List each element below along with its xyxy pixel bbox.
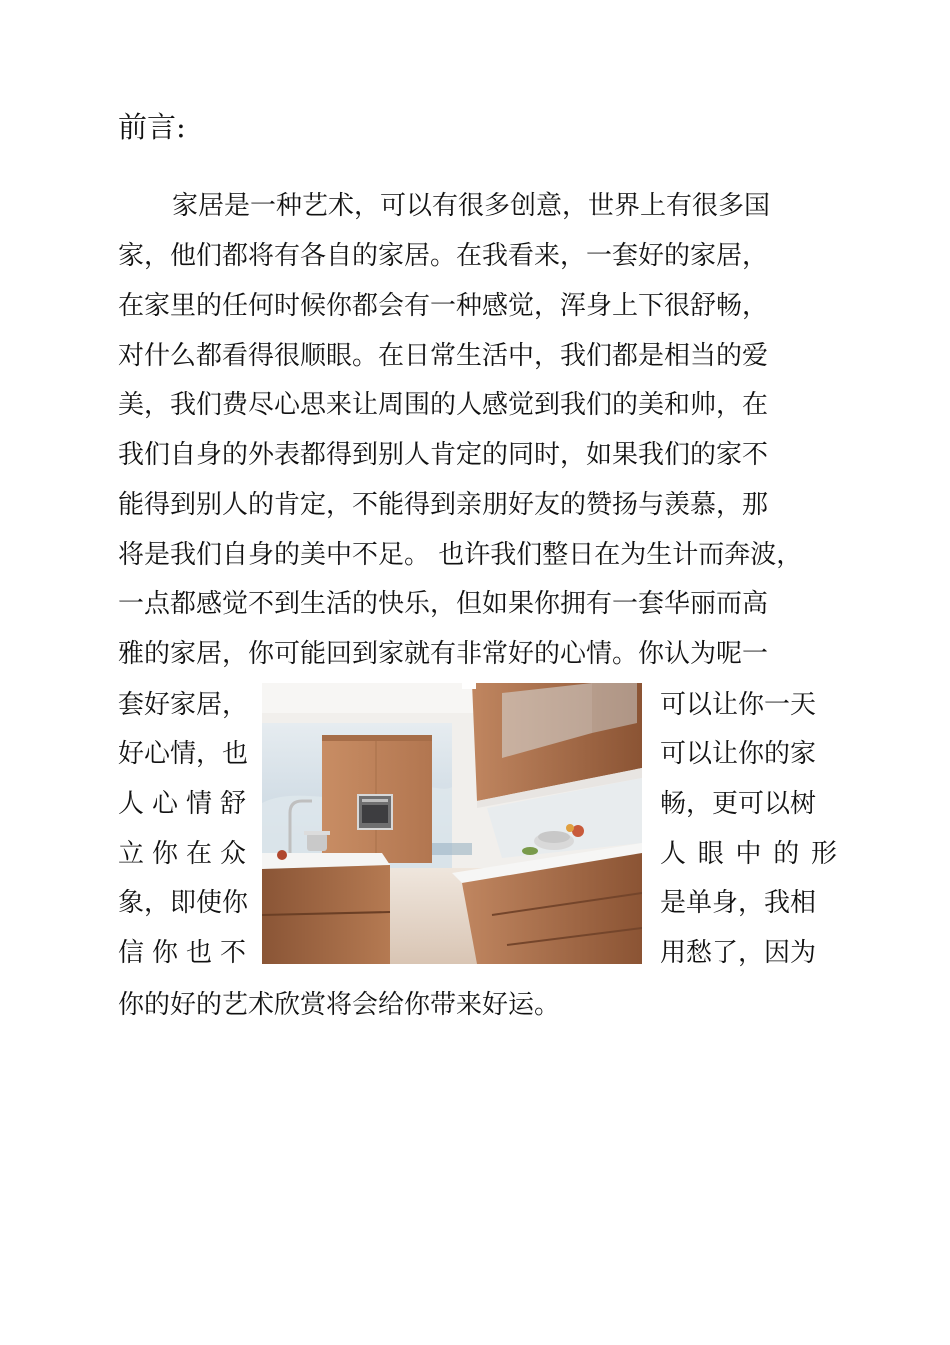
paragraph-line: 能得到别人的肯定，不能得到亲朋好友的赞扬与羡慕，那 xyxy=(118,490,769,520)
wrap-right-line: 是单身，我相 xyxy=(660,888,817,918)
wrap-right-line: 可以让你一天 xyxy=(660,690,817,720)
kitchen-photo xyxy=(262,683,642,964)
paragraph-line: 美，我们费尽心思来让周围的人感觉到我们的美和帅，在 xyxy=(118,390,769,420)
paragraph-line: 我们自身的外表都得到别人肯定的同时，如果我们的家不 xyxy=(118,440,769,470)
paragraph-line: 一点都感觉不到生活的快乐，但如果你拥有一套华丽而高 xyxy=(118,589,769,619)
wrap-left-line: 人心情舒 xyxy=(118,789,246,819)
wrap-right-line: 人眼中的形 xyxy=(660,839,837,869)
kitchen-illustration xyxy=(262,683,642,964)
paragraph-line: 雅的家居，你可能回到家就有非常好的心情。你认为呢一 xyxy=(118,639,769,669)
wrap-left-line: 信你也不 xyxy=(118,938,246,968)
wrap-right-line: 畅，更可以树 xyxy=(660,789,817,819)
wrap-left-line: 象，即使你 xyxy=(118,888,249,918)
wrap-right-line: 可以让你的家 xyxy=(660,739,817,769)
paragraph-line: 在家里的任何时候你都会有一种感觉，浑身上下很舒畅， xyxy=(118,291,769,321)
wrap-right-line: 用愁了，因为 xyxy=(660,938,817,968)
paragraph-line: 家居是一种艺术，可以有很多创意，世界上有很多国 xyxy=(172,191,771,221)
wrap-left-line: 套好家居， xyxy=(118,690,249,720)
paragraph-line: 家，他们都将有各自的家居。在我看来，一套好的家居， xyxy=(118,241,769,271)
wrap-left-line: 好心情，也 xyxy=(118,739,249,769)
preface-heading: 前言: xyxy=(118,110,186,144)
paragraph-last-line: 你的好的艺术欣赏将会给你带来好运。 xyxy=(118,990,561,1020)
paragraph-line: 对什么都看得很顺眼。在日常生活中，我们都是相当的爱 xyxy=(118,341,769,371)
paragraph-line: 将是我们自身的美中不足。 也许我们整日在为生计而奔波， xyxy=(118,540,803,570)
wrap-left-line: 立你在众 xyxy=(118,839,246,869)
